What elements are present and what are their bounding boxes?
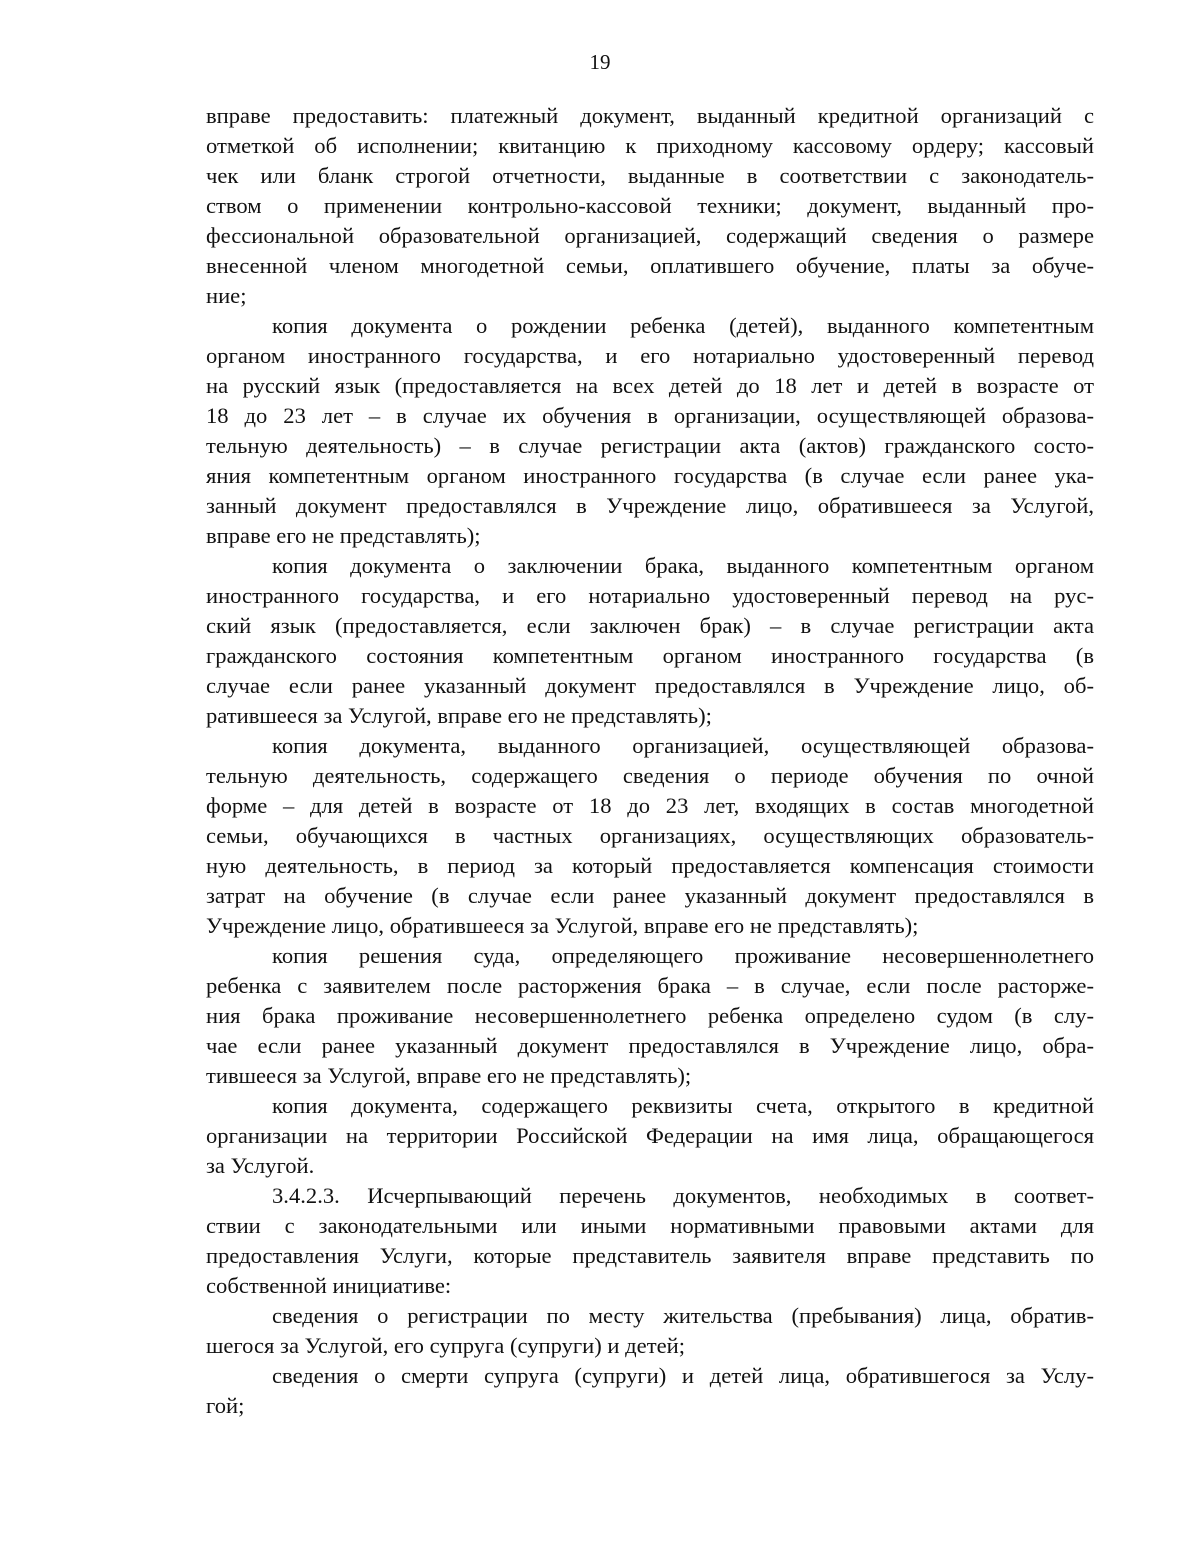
paragraph [206,1301,1094,1361]
text-line: копия решения суда, определяющего проживание несовершеннолетнего [272,943,1094,968]
text-line: внесенной членом многодетной семьи, оплатившего обучение, платы за обуче- [206,253,1094,278]
text-line: ребенка с заявителем после расторжения брака – в случае, если после расторже- [206,973,1094,998]
text-line: занный документ предоставлялся в Учреждение лицо, обратившееся за Услугой, [206,493,1094,518]
text-line: гой; [206,1393,245,1418]
text-line: 18 до 23 лет – в случае их обучения в организации, осуществляющей образова- [206,403,1094,428]
paragraph [206,551,1094,731]
text-line: собственной инициативе: [206,1273,452,1298]
text-line: сведения о регистрации по месту жительства (пребывания) лица, обратив- [272,1303,1094,1328]
text-line: форме – для детей в возрасте от 18 до 23 лет, входящих в состав многодетной [206,793,1094,818]
text-line: чае если ранее указанный документ предоставлялся в Учреждение лицо, обра- [206,1033,1094,1058]
paragraph [206,941,1094,1091]
text-line: тельную деятельность, содержащего сведения о периоде обучения по очной [206,763,1094,788]
text-line: тившееся за Услугой, вправе его не представлять); [206,1063,692,1088]
text-line: копия документа о заключении брака, выданного компетентным органом [272,553,1094,578]
text-line: ния брака проживание несовершеннолетнего ребенка определено судом (в слу- [206,1003,1094,1028]
paragraph [206,311,1094,551]
document-body [206,101,1094,1421]
text-line: гражданского состояния компетентным органом иностранного государства (в [206,643,1094,668]
text-line: органом иностранного государства, и его нотариально удостоверенный перевод [206,343,1094,368]
text-line: копия документа о рождении ребенка (детей), выданного компетентным [272,313,1094,338]
text-line: случае если ранее указанный документ предоставлялся в Учреждение лицо, об- [206,673,1094,698]
text-line: шегося за Услугой, его супруга (супруги) и детей; [206,1333,685,1358]
text-line: организации на территории Российской Федерации на имя лица, обращающегося [206,1123,1094,1148]
paragraph [206,1181,1094,1301]
text-line: чек или бланк строгой отчетности, выданные в соответствии с законодатель- [206,163,1094,188]
text-line: ную деятельность, в период за который предоставляется компенсация стоимости [206,853,1094,878]
text-line: тельную деятельность) – в случае регистрации акта (актов) гражданского состо- [206,433,1094,458]
paragraph [206,1091,1094,1181]
paragraph [206,731,1094,941]
text-line: вправе предоставить: платежный документ, выданный кредитной организаций с [206,103,1094,128]
text-line: вправе его не представлять); [206,523,481,548]
text-line: на русский язык (предоставляется на всех детей до 18 лет и детей в возрасте от [206,373,1094,398]
text-line: ние; [206,283,247,308]
text-line: за Услугой. [206,1153,315,1178]
text-line: иностранного государства, и его нотариально удостоверенный перевод на рус- [206,583,1094,608]
text-line: отметкой об исполнении; квитанцию к приходному кассовому ордеру; кассовый [206,133,1094,158]
text-line: ский язык (предоставляется, если заключен брак) – в случае регистрации акта [206,613,1094,638]
text-line: ратившееся за Услугой, вправе его не представлять); [206,703,712,728]
text-line: затрат на обучение (в случае если ранее указанный документ предоставлялся в [206,883,1094,908]
text-line: копия документа, выданного организацией, осуществляющей образова- [272,733,1094,758]
text-line: ством о применении контрольно-кассовой техники; документ, выданный про- [206,193,1094,218]
paragraph [206,1361,1094,1421]
page-number: 19 [589,50,611,74]
text-line: семьи, обучающихся в частных организациях, осуществляющих образователь- [206,823,1094,848]
paragraph [206,101,1094,311]
text-line: ствии с законодательными или иными нормативными правовыми актами для [206,1213,1094,1238]
text-line: фессиональной образовательной организацией, содержащий сведения о размере [206,223,1094,248]
text-line: Учреждение лицо, обратившееся за Услугой, вправе его не представлять); [206,913,919,938]
text-line: копия документа, содержащего реквизиты счета, открытого в кредитной [272,1093,1094,1118]
text-line: предоставления Услуги, которые представитель заявителя вправе представить по [206,1243,1094,1268]
text-line: сведения о смерти супруга (супруги) и детей лица, обратившегося за Услу- [272,1363,1094,1388]
text-line: 3.4.2.3. Исчерпывающий перечень документов, необходимых в соответ- [272,1183,1094,1208]
text-line: яния компетентным органом иностранного государства (в случае если ранее ука- [206,463,1094,488]
